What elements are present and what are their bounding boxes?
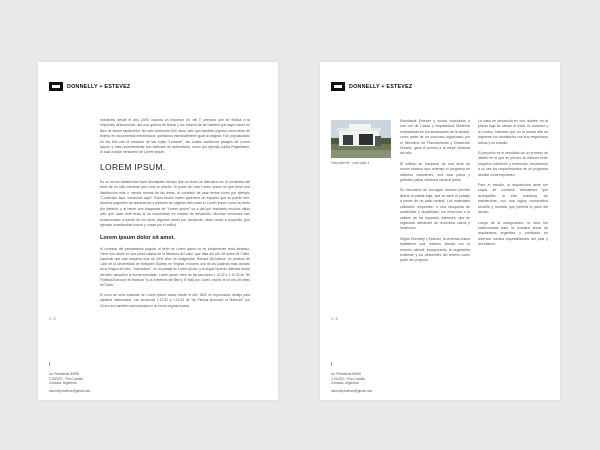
right-text-column-2 (478, 119, 548, 253)
body-paragraph: El edificio se compone de una serie de muros blancos que ordenan el programa en distintos volúmenes, una losa plana y grandes paños vidriados hacia el jardín. (400, 161, 470, 183)
left-page (38, 62, 278, 400)
logo-icon (331, 82, 345, 91)
address-line: C1922ZS · Pila Cuchilla (49, 376, 83, 381)
left-text-column (100, 118, 250, 314)
email-link[interactable]: donnelly.estevez@gmail.com (49, 388, 91, 393)
house-photo (331, 120, 391, 158)
body-paragraph: El proyecto es el resultado de un proceso de diseño en el que se priorizó la relación entre espacios interiores y exteriores, resolviendo a su vez los requerimientos de un programa familiar contemporáneo. (478, 151, 548, 177)
body-paragraph: Estudiante Estévez y socios vinculados a una red de Casas y Arquitectura Moderna emplazadas en los alrededores de la ciudad, como parte de un concurso organizado por el Ministerio de Planeamiento y Desarrollo Urbano, ganó el premio a la mejor vivienda del año. (400, 119, 470, 156)
body-paragraph: Al contrario del pensamiento popular, el texto de Lorem Ipsum no es simplemente texto aleatorio. Tiene sus raíces en una pieza clásica de la literatura del Latín, que data del año 45 antes de Cristo, haciendo que este adquiera más de 2000 años de antigüedad. Richard McClintock, un profesor de Latín de la Universidad de Hampden-Sydney en Virginia, encontró una de las palabras más oscuras de la lengua del latín, "consecteur", en un pasaje de Lorem Ipsum, y al seguir leyendo distintos textos del latín, descubrió la fuente indudable. Lorem Ipsum viene de las secciones 1.10.32 y 1.10.33 de "de Finnibus Bonorum et Malorum" (Los Extremos del Bien y El Mal) por Cicero, escrito en el año 45 antes de Cristo. (100, 246, 250, 287)
brand-header (331, 82, 412, 91)
address-block (49, 372, 90, 393)
body-paragraph: Es un hecho establecido hace demasiado tiempo que un lector se distraerá con el contenido del texto de un sitio mientras que mira su diseño. El punto de usar Lorem Ipsum es que tiene una distribución más o menos normal de las letras, al contrario de usar textos como por ejemplo "Contenido aquí, contenido aquí". Estos textos hacen parecerlo un español que se puede leer. Muchos paquetes de autoedición y editores de páginas web usan el Lorem Ipsum como su texto por defecto, y al hacer una búsqueda de "Lorem Ipsum" va a dar por resultado muchos sitios web que usan este texto si se encuentran en estado de desarrollo. Muchas versiones han evolucionado a través de los años, algunas veces por accidente, otras veces a propósito (por ejemplo insertándole humor y cosas por el estilo). (100, 179, 250, 228)
address-block (331, 372, 372, 393)
margin-mark (49, 362, 50, 366)
body-paragraph: El trozo de texto estándar de Lorem Ipsum usado desde el año 1500 es reproducido debajo para aquellos interesados. Las secciones 1.10.32 y 1.10.33 de "de Finibus Bonorum et Malorum" por Cicero son también reproducidas en su forma original exacta. (100, 293, 250, 308)
body-paragraph: La casa se desarrolla en dos niveles; en la planta baja se ubican el estar, el comedor y la cocina, mientras que en la planta alta se disponen los dormitorios con sus respectivos baños y un estudio. (478, 119, 548, 145)
address-line: Córdoba, Argentina (49, 381, 77, 386)
right-text-column-1 (400, 119, 470, 269)
section-heading: LOREM IPSUM. (100, 161, 166, 172)
margin-mark (331, 362, 332, 366)
body-paragraph: Según Donnelly y Estévez, la vivienda busca establecer una relación directa con el entorno natural, incorporando la vegetación existente y los desniveles del terreno como parte del proyecto. (400, 236, 470, 263)
intro-paragraph: Industries desde el año 1500, cuando un impresor (N. del T. persona que se dedica a la imprenta) desconocido usó una galería de textos y los mezcló de tal manera que logró hacer un libro de textos especimen. No sólo sobrevivió 500 años, sino que también ingresó como texto de relleno en documentos electrónicos, quedando esencialmente igual al original. Fue popularizado en los 60s con la creación de las hojas "Letraset", las cuales contenían pasajes de Lorem Ipsum, y más recientemente con software de autoedición, como por ejemplo Aldus PageMaker, el cual incluye versiones de Lorem Ipsum. (100, 118, 250, 155)
photo-caption: Vista exterior · casa patio 1 (331, 161, 370, 165)
email-link[interactable]: donnelly.estevez@gmail.com (331, 388, 373, 393)
address-line: C1922ZS · Pila Cuchilla (331, 376, 365, 381)
brand-name: DONNELLY + ESTEVEZ (349, 83, 413, 90)
address-line: Av. Presidente 80930 (49, 372, 80, 376)
body-paragraph: Para el estudio, la arquitectura debe ser capaz de construir atmósferas que acompañen la vida cotidiana, sin estridencias, con una lógica constructiva sencilla y honesta que permita el paso del tiempo. (478, 183, 548, 215)
body-paragraph: Su estructura de hormigón armado permite liberar la planta baja, que se abre al paisaje a través de un patio central. Los materiales utilizados responden a una búsqueda de austeridad y durabilidad, sin renunciar a la calidez de los espacios interiores, que se organizan alrededor de recorridos claros y luminosos. (400, 188, 470, 231)
brand-name: DONNELLY + ESTEVEZ (67, 83, 131, 90)
right-page (320, 62, 560, 400)
address-line: Córdoba, Argentina (331, 381, 359, 386)
section-subheading: Lorem ipsum dolor sit amet. (100, 234, 175, 241)
address-line: Av. Presidente 80930 (331, 372, 362, 376)
logo-icon (49, 82, 63, 91)
body-paragraph: Luego de la inauguración, la obra fue seleccionada para la muestra anual de arquitectura argentina y publicada en diversos medios especializados del país y del exterior. (478, 220, 548, 247)
page-number: 2 / 5 (49, 317, 56, 321)
page-number: 3 / 5 (331, 317, 338, 321)
brand-header (49, 82, 130, 91)
